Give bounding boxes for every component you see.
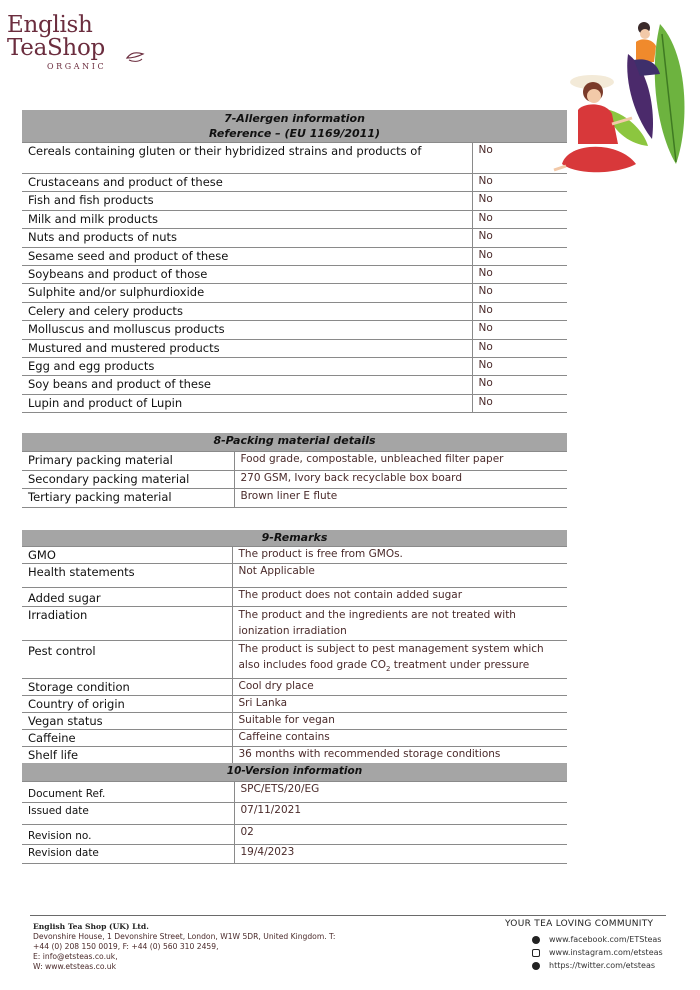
remark-item: Storage condition [22,679,232,696]
remark-value: The product and the ingredients are not treated with ionization irradiation [232,607,567,641]
table-row [22,452,567,471]
table-row [22,588,567,607]
allergen-value: No [472,247,567,265]
allergen-item: Fish and fish products [22,192,472,210]
table-row [22,747,567,764]
table-row [22,339,567,357]
footer-address: Devonshire House, 1 Devonshire Street, London, W1W 5DR, United Kingdom. T: [33,932,336,941]
allergen-value: No [472,339,567,357]
remark-value: Caffeine contains [232,730,567,747]
remark-item: Added sugar [22,588,232,607]
allergen-item: Sesame seed and product of these [22,247,472,265]
remarks-title: 9-Remarks [22,530,567,547]
remark-value: Suitable for vegan [232,713,567,730]
remark-item: Country of origin [22,696,232,713]
social-link-twitter[interactable] [532,959,685,972]
allergen-title: 7-Allergen information [224,112,365,125]
version-item: Revision no. [22,825,234,845]
table-row [22,247,567,265]
remark-item: Shelf life [22,747,232,764]
packing-value: Brown liner E flute [234,489,567,508]
table-row [22,394,567,412]
table-row [22,713,567,730]
table-row [22,357,567,375]
version-item: Document Ref. [22,782,234,803]
allergen-value: No [472,357,567,375]
table-row [22,825,567,845]
brand-logo [7,14,157,71]
remark-value-tail: treatment under pressure [390,659,530,671]
remark-value: The product does not contain added sugar [232,588,567,607]
allergen-item: Celery and celery products [22,302,472,320]
footer-contact [33,922,373,972]
allergen-item: Mustured and mustered products [22,339,472,357]
table-row [22,321,567,339]
table-row [22,696,567,713]
version-value: 07/11/2021 [234,803,567,825]
packing-value: Food grade, compostable, unbleached filter paper [234,452,567,471]
table-row [22,564,567,588]
packing-item: Tertiary packing material [22,489,234,508]
remark-item: Vegan status [22,713,232,730]
allergen-item: Soy beans and product of these [22,376,472,394]
footer-tagline: YOUR TEA LOVING COMMUNITY [505,919,654,929]
twitter-icon [532,962,540,970]
table-row [22,265,567,283]
allergen-item: Soybeans and product of those [22,265,472,283]
remark-value: 36 months with recommended storage conditions [232,747,567,764]
remark-item: Irradiation [22,607,232,641]
allergen-table [22,110,567,413]
allergen-value: No [472,284,567,302]
allergen-value: No [472,143,567,174]
packing-table [22,433,567,508]
table-row [22,376,567,394]
footer-website[interactable]: W: www.etsteas.co.uk [33,962,116,971]
table-row [22,641,567,679]
table-row [22,192,567,210]
packing-item: Primary packing material [22,452,234,471]
remark-value-subscript: 2 [385,665,391,674]
allergen-value: No [472,394,567,412]
remarks-table [22,530,567,764]
table-row [22,210,567,228]
social-link-text: www.instagram.com/etsteas [549,948,663,957]
packing-value: 270 GSM, Ivory back recyclable box board [234,470,567,489]
table-row [22,679,567,696]
allergen-item: Sulphite and/or sulphurdioxide [22,284,472,302]
allergen-item: Milk and milk products [22,210,472,228]
remark-value: Sri Lanka [232,696,567,713]
allergen-value: No [472,192,567,210]
allergen-value: No [472,229,567,247]
footer-company: English Tea Shop (UK) Ltd. [33,922,149,931]
allergen-table-header [22,110,567,143]
allergen-subtitle: Reference – (EU 1169/2011) [208,127,381,140]
allergen-item: Crustaceans and product of these [22,174,472,192]
tea-cup-leaf-icon [125,50,145,64]
allergen-item: Cereals containing gluten or their hybridized strains and products of [22,143,472,174]
version-item: Revision date [22,845,234,864]
table-row [22,782,567,803]
remark-item: Pest control [22,641,232,679]
table-row [22,174,567,192]
remark-value [232,641,567,679]
remark-value-text: The product is subject to pest management system which also includes food grade CO [238,643,544,671]
logo-line-teashop: TeaShop [7,35,105,61]
allergen-item: Molluscus and molluscus products [22,321,472,339]
table-row [22,284,567,302]
version-value: 02 [234,825,567,845]
packing-title: 8-Packing material details [22,433,567,452]
footer-social [505,919,685,972]
logo-line-english: English [7,12,93,38]
remark-value: Cool dry place [232,679,567,696]
remark-value: The product is free from GMOs. [232,547,567,564]
allergen-item: Lupin and product of Lupin [22,394,472,412]
table-row [22,607,567,641]
social-link-text: https://twitter.com/etsteas [549,961,656,970]
allergen-value: No [472,302,567,320]
table-row [22,143,567,174]
table-row [22,470,567,489]
allergen-value: No [472,210,567,228]
logo-line-organic: ORGANIC [47,62,107,71]
social-link-text: www.facebook.com/ETSteas [549,935,662,944]
table-row [22,803,567,825]
facebook-icon [532,936,540,944]
social-link-facebook[interactable] [532,933,685,946]
footer-email[interactable]: E: info@etsteas.co.uk, [33,952,118,961]
allergen-item: Egg and egg products [22,357,472,375]
social-link-instagram[interactable] [532,946,685,959]
allergen-value: No [472,376,567,394]
version-value: SPC/ETS/20/EG [234,782,567,803]
instagram-icon [532,949,540,957]
footer-divider [30,915,666,916]
table-row [22,229,567,247]
remark-item: GMO [22,547,232,564]
table-row [22,730,567,747]
remark-value: Not Applicable [232,564,567,588]
table-row [22,845,567,864]
allergen-value: No [472,321,567,339]
table-row [22,302,567,320]
version-value: 19/4/2023 [234,845,567,864]
allergen-item: Nuts and products of nuts [22,229,472,247]
packing-item: Secondary packing material [22,470,234,489]
version-title: 10-Version information [22,763,567,782]
version-table [22,763,567,864]
allergen-value: No [472,174,567,192]
footer-phone: +44 (0) 208 150 0019, F: +44 (0) 560 310 2459, [33,942,219,951]
allergen-value: No [472,265,567,283]
table-row [22,489,567,508]
tea-women-illustration [548,14,693,184]
remark-item: Health statements [22,564,232,588]
table-row [22,547,567,564]
version-item: Issued date [22,803,234,825]
remark-item: Caffeine [22,730,232,747]
